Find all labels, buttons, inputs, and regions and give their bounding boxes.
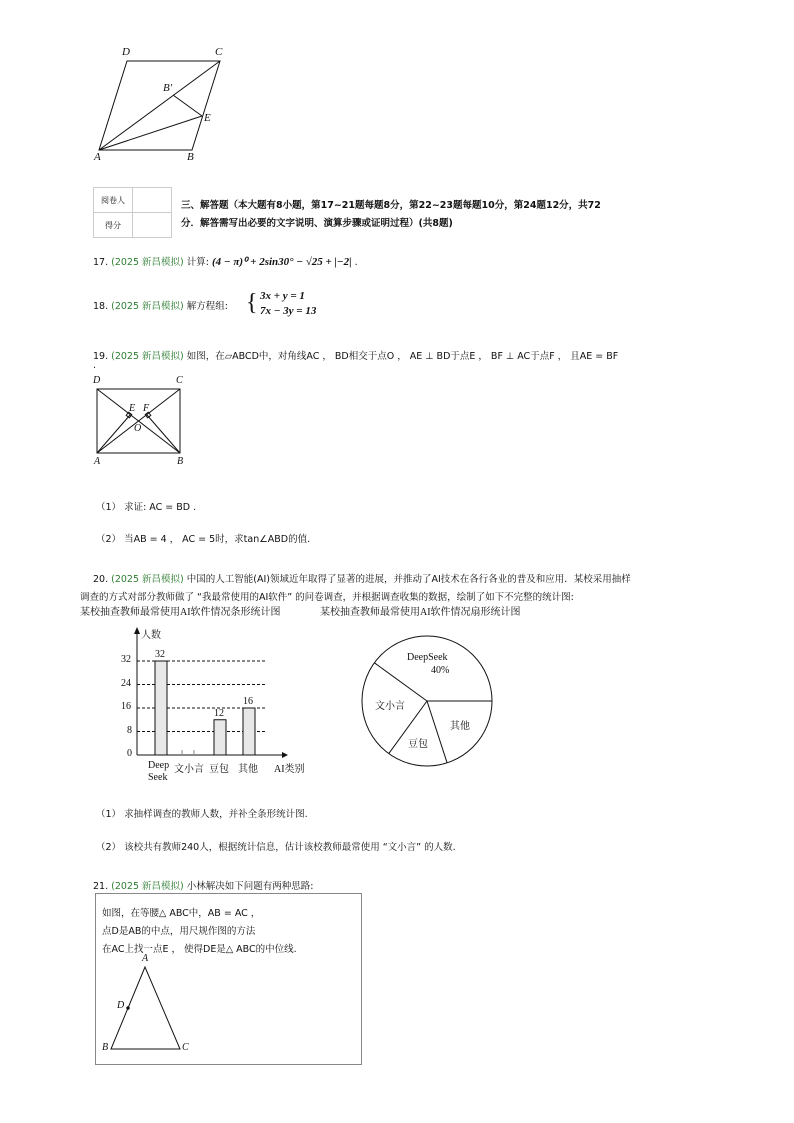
- label-e: E: [129, 403, 136, 414]
- q-number: 17.: [93, 257, 109, 268]
- box-text-1: 如图，在等腰△ ABC中，AB = AC ，: [102, 908, 261, 919]
- q-dot: .: [93, 360, 97, 371]
- bar-chart-caption: 某校抽查教师最常使用AI软件情况条形统计图: [80, 607, 281, 618]
- label-c: C: [215, 46, 223, 58]
- q-number: 19.: [93, 351, 109, 362]
- label-o: O: [134, 423, 142, 434]
- label-d: D: [122, 46, 130, 58]
- x-tick-label: 其他: [238, 764, 258, 775]
- q-expression: (4 − π)⁰ + 2sin30° − √25 + |−2|: [212, 256, 352, 268]
- y-tick-label: 32: [121, 654, 131, 665]
- q-source[interactable]: (2025 新昌模拟): [111, 351, 184, 362]
- y-tick-label: 0: [127, 748, 132, 759]
- x-arrow-icon: [282, 752, 288, 758]
- q-source[interactable]: (2025 新昌模拟): [111, 574, 184, 585]
- score-table: [93, 187, 172, 238]
- x-tick-label: 豆包: [209, 764, 229, 775]
- q-source[interactable]: (2025 新昌模拟): [111, 881, 184, 892]
- pie-chart-caption: 某校抽查教师最常使用AI软件情况扇形统计图: [320, 607, 521, 618]
- reviewer-cell[interactable]: [133, 188, 172, 213]
- data-label: 32: [155, 649, 165, 660]
- data-label: 12: [214, 707, 224, 719]
- q-text: 中国的人工智能(AI)领域近年取得了显著的进展，并推动了AI技术在各行各业的普及和应用．某校采用抽样: [186, 574, 631, 585]
- pie-slice-label: 文小言: [375, 701, 405, 712]
- label-b-prime: B′: [163, 82, 173, 94]
- x-axis-label: AI类别: [274, 764, 305, 775]
- question-19: [93, 348, 618, 362]
- label-b: B: [177, 456, 184, 467]
- score-cell[interactable]: [133, 213, 172, 238]
- label-a: A: [142, 953, 149, 964]
- q-number: 21.: [93, 881, 109, 892]
- section-heading-1: 三、解答题（本大题有8小题，第17~21题每题8分，第22~23题每题10分，第24题12分，共72: [181, 200, 601, 211]
- pie-slice-edge: [427, 701, 447, 763]
- question-17: [93, 254, 358, 268]
- box-text-2: 点D是AB的中点，用尺规作图的方法: [102, 926, 256, 937]
- label-c: C: [182, 1042, 189, 1053]
- x-tick-label: 文小言: [174, 764, 204, 775]
- q-text: 小林解决如下问题有两种思路:: [186, 881, 314, 892]
- reviewer-label: 阅卷人: [94, 188, 133, 213]
- q20-part-1: （1） 求抽样调查的教师人数，并补全条形统计图.: [96, 809, 308, 820]
- q-text: 如图，在▱ABCD中，对角线AC ， BD相交于点O ， AE ⊥ BD于点E ， BF ⊥ AC于点F ， 且AE = BF: [186, 351, 619, 362]
- section-heading-2: 分．解答需写出必要的文字说明、演算步骤或证明过程）(共8题): [181, 218, 453, 229]
- y-axis-label: 人数: [141, 630, 161, 641]
- q-number: 18.: [93, 301, 109, 312]
- parallelogram-figure: [99, 61, 220, 150]
- q-text: 解方程组:: [186, 301, 228, 312]
- score-label: 得分: [94, 213, 133, 238]
- equation-2: 7x − 3y = 13: [260, 305, 317, 317]
- label-b: B: [102, 1042, 109, 1053]
- bar: [214, 720, 226, 755]
- label-a: A: [94, 456, 101, 467]
- brace-icon: {: [246, 290, 258, 316]
- y-tick-label: 24: [121, 677, 131, 689]
- pie-slice-label: DeepSeek: [407, 652, 448, 663]
- label-a: A: [94, 151, 101, 163]
- q20-part-2: （2） 该校共有教师240人，根据统计信息，估计该校教师最常使用 “文小言” 的人数.: [96, 842, 456, 853]
- q-text: 计算:: [186, 257, 209, 268]
- x-tick-label: Deep Seek: [148, 760, 170, 783]
- equation-1: 3x + y = 1: [260, 290, 305, 302]
- label-b: B: [187, 151, 194, 163]
- question-18: [93, 298, 228, 312]
- data-label: 16: [243, 696, 253, 707]
- y-tick-label: 16: [121, 701, 131, 712]
- label-f: F: [143, 403, 150, 414]
- q-end: .: [354, 257, 358, 268]
- box-text-3: 在AC上找一点E ， 使得DE是△ ABC的中位线.: [102, 944, 297, 955]
- bar: [243, 708, 255, 755]
- question-20: [93, 571, 631, 585]
- q19-part-2: （2） 当AB = 4 ， AC = 5时，求tan∠ABD的值.: [96, 534, 311, 545]
- q20-text-2: 调查的方式对部分教师做了 “我最常使用的AI软件” 的问卷调查，并根据调查收集的数据，绘制了如下不完整的统计图:: [80, 592, 574, 603]
- question-21: [93, 878, 313, 892]
- label-d: D: [93, 375, 101, 386]
- y-arrow-icon: [134, 627, 140, 634]
- q-source[interactable]: (2025 新昌模拟): [111, 301, 184, 312]
- pie-slice-label: 豆包: [408, 739, 428, 750]
- q-number: 20.: [93, 574, 109, 585]
- bar: [155, 661, 167, 755]
- pie-slice-edge: [374, 663, 427, 701]
- pie-slice-label: 其他: [450, 721, 470, 732]
- pie-slice-percent: 40%: [431, 665, 450, 676]
- label-c: C: [176, 375, 183, 386]
- label-d: D: [117, 1000, 125, 1011]
- y-tick-label: 8: [127, 724, 132, 736]
- q19-part-1: （1） 求证: AC = BD .: [96, 502, 197, 513]
- rectangle-figure: [97, 389, 180, 453]
- q-source[interactable]: (2025 新昌模拟): [111, 257, 184, 268]
- bar-chart: [134, 627, 288, 758]
- label-e: E: [204, 112, 211, 124]
